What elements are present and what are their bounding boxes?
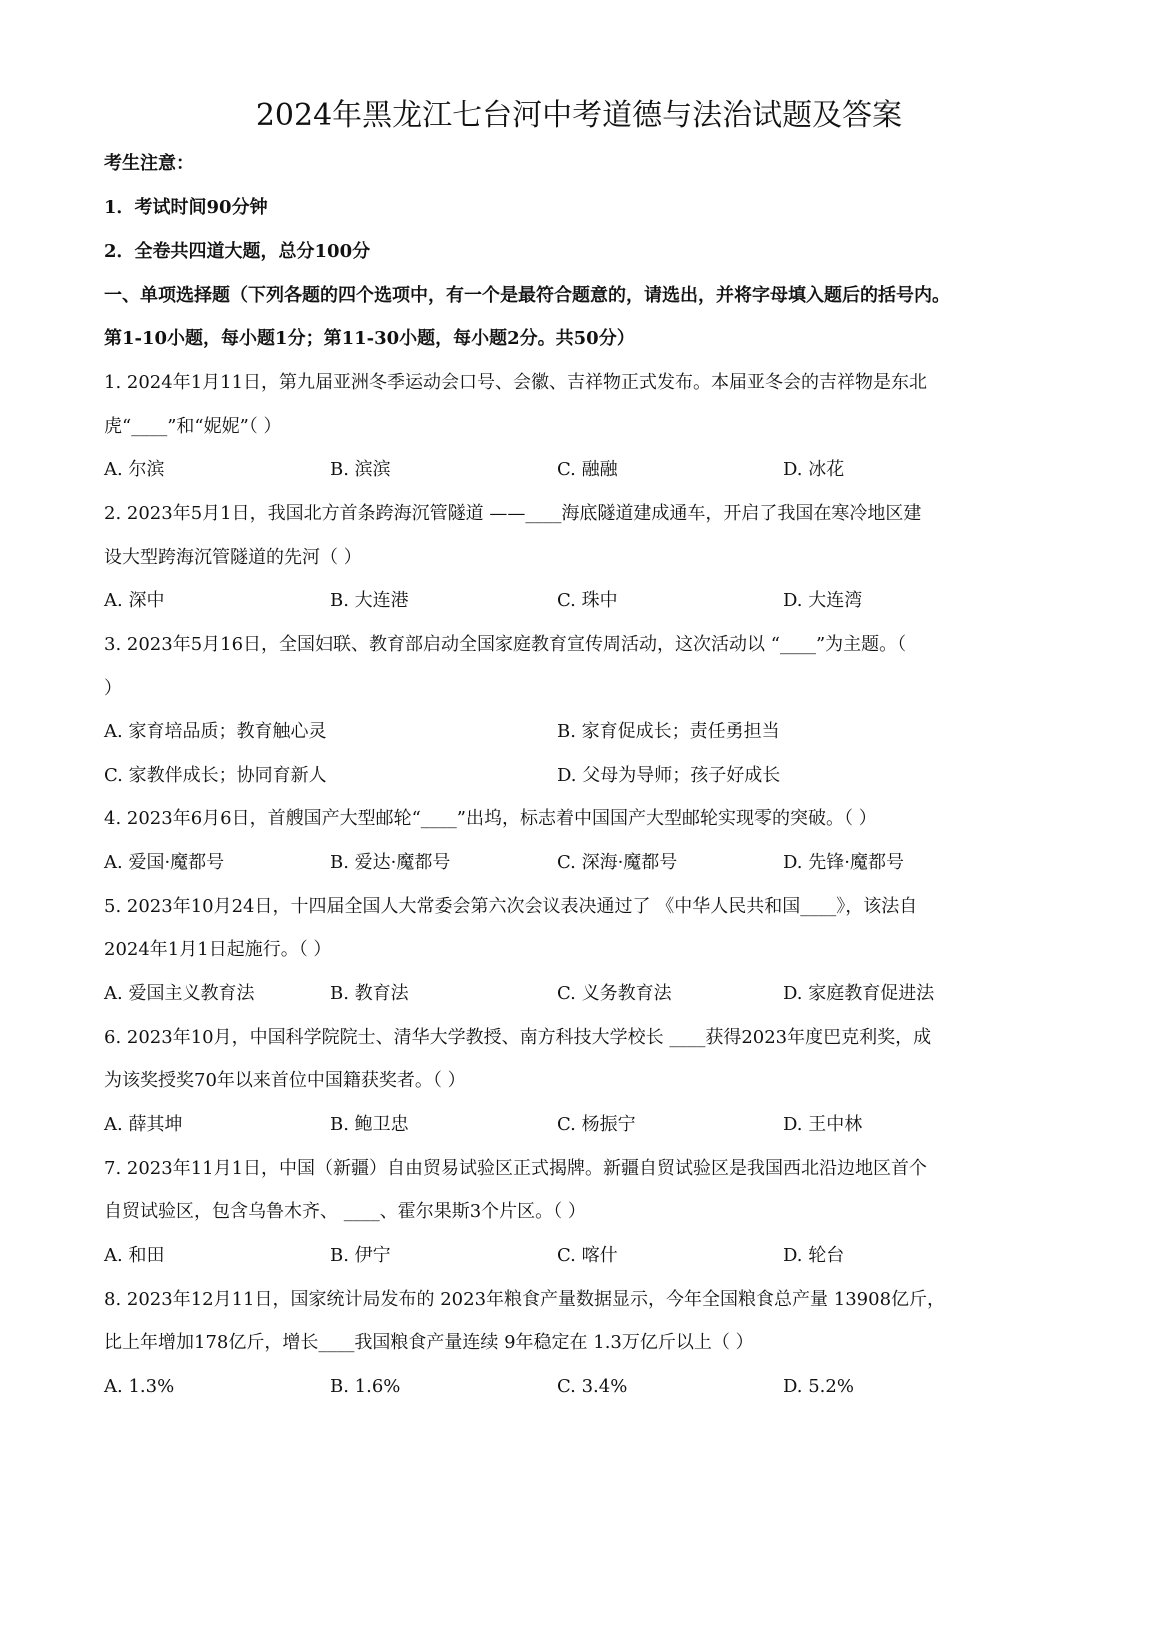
option-c: C. 3.4% <box>557 1376 628 1397</box>
question-7-text: 7. 2023年11月1日，中国（新疆）自由贸易试验区正式揭牌。新疆自贸试验区是我国西北沿边地区首个 <box>104 1158 928 1179</box>
option-c: C. 珠中 <box>557 590 618 611</box>
question-6-text: 6. 2023年10月，中国科学院院士、清华大学教授、南方科技大学校长 ____获得2023年度巴克利奖，成 <box>104 1027 932 1048</box>
option-d: D. 冰花 <box>783 459 845 480</box>
option-d: D. 5.2% <box>783 1376 854 1397</box>
option-b: B. 滨滨 <box>330 459 391 480</box>
option-a: A. 尔滨 <box>104 459 165 480</box>
option-c: C. 杨振宁 <box>557 1114 636 1135</box>
question-1-text: 1. 2024年1月11日，第九届亚洲冬季运动会口号、会徽、吉祥物正式发布。本届亚冬会的吉祥物是东北 <box>104 372 928 393</box>
option-d: D. 家庭教育促进法 <box>783 983 935 1004</box>
option-d: D. 轮台 <box>783 1245 845 1266</box>
option-b: B. 家育促成长；责任勇担当 <box>557 721 780 742</box>
question-4-text: 4. 2023年6月6日，首艘国产大型邮轮“____”出坞，标志着中国国产大型邮轮实现零的突破。（ ） <box>104 808 877 829</box>
option-c: C. 融融 <box>557 459 618 480</box>
question-7-text: 自贸试验区，包含乌鲁木齐、 ____、霍尔果斯3个片区。（ ） <box>104 1201 586 1222</box>
option-a: A. 薛其坤 <box>104 1114 183 1135</box>
question-3-text: ） <box>104 678 122 699</box>
question-8-text: 比上年增加178亿斤，增长____我国粮食产量连续 9年稳定在 1.3万亿斤以上（ ） <box>104 1332 754 1353</box>
section-heading: 一、单项选择题（下列各题的四个选项中，有一个是最符合题意的，请选出，并将字母填入题后的括号内。 <box>104 285 950 306</box>
option-b: B. 鲍卫忠 <box>330 1114 409 1135</box>
section-note: 第1-10小题，每小题1分；第11-30小题，每小题2分。共50分） <box>104 328 635 349</box>
page-title: 2024年黑龙江七台河中考道德与法治试题及答案 <box>255 98 903 133</box>
option-a: A. 深中 <box>104 590 165 611</box>
question-3-text: 3. 2023年5月16日，全国妇联、教育部启动全国家庭教育宣传周活动，这次活动以 “____”为主题。（ <box>104 634 907 655</box>
option-b: B. 1.6% <box>330 1376 401 1397</box>
option-c: C. 义务教育法 <box>557 983 672 1004</box>
option-c: C. 家教伴成长；协同育新人 <box>104 765 327 786</box>
question-2-text: 设大型跨海沉管隧道的先河（ ） <box>104 547 362 568</box>
option-c: C. 深海·魔都号 <box>557 852 678 873</box>
option-a: A. 1.3% <box>104 1376 175 1397</box>
option-b: B. 爱达·魔都号 <box>330 852 451 873</box>
question-8-text: 8. 2023年12月11日，国家统计局发布的 2023年粮食产量数据显示，今年全国粮食总产量 13908亿斤， <box>104 1289 946 1310</box>
option-a: A. 爱国·魔都号 <box>104 852 225 873</box>
question-6-text: 为该奖授奖70年以来首位中国籍获奖者。（ ） <box>104 1070 466 1091</box>
option-a: A. 家育培品质；教育触心灵 <box>104 721 327 742</box>
option-b: B. 大连港 <box>330 590 409 611</box>
option-c: C. 喀什 <box>557 1245 618 1266</box>
option-a: A. 和田 <box>104 1245 165 1266</box>
notice-item: 2．全卷共四道大题，总分100分 <box>104 241 371 262</box>
question-1-text: 虎“____”和“妮妮”（ ） <box>104 416 282 437</box>
option-b: B. 伊宁 <box>330 1245 391 1266</box>
option-a: A. 爱国主义教育法 <box>104 983 255 1004</box>
option-d: D. 先锋·魔都号 <box>783 852 904 873</box>
option-d: D. 父母为导师；孩子好成长 <box>557 765 781 786</box>
option-d: D. 大连湾 <box>783 590 863 611</box>
question-5-text: 2024年1月1日起施行。（ ） <box>104 939 332 960</box>
option-b: B. 教育法 <box>330 983 409 1004</box>
question-2-text: 2. 2023年5月1日，我国北方首条跨海沉管隧道 ——____海底隧道建成通车，开启了我国在寒冷地区建 <box>104 503 922 524</box>
notice-heading: 考生注意： <box>104 153 194 174</box>
question-5-text: 5. 2023年10月24日，十四届全国人大常委会第六次会议表决通过了 《中华人民共和国____》，该法自 <box>104 896 918 917</box>
notice-item: 1．考试时间90分钟 <box>104 197 268 218</box>
option-d: D. 王中林 <box>783 1114 863 1135</box>
